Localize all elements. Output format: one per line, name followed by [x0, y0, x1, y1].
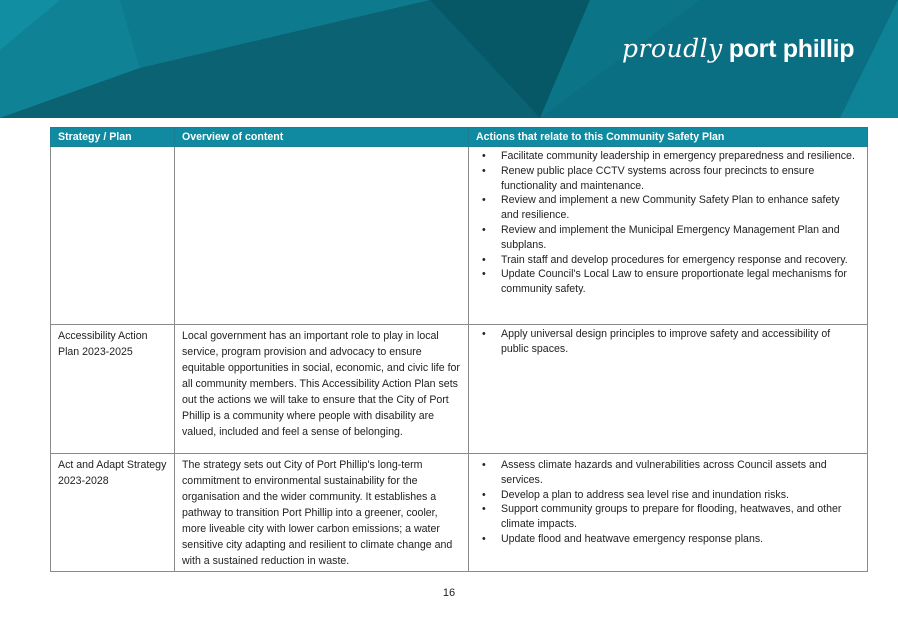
list-item: • Support community groups to prepare for flooding, heatwaves, and other climate impacts.: [476, 502, 860, 532]
column-header-overview: Overview of content: [175, 128, 469, 147]
list-item: • Review and implement the Municipal Emergency Management Plan and subplans.: [476, 223, 860, 253]
table-row: [51, 147, 868, 325]
list-item: • Apply universal design principles to improve safety and accessibility of public spaces.: [476, 327, 860, 357]
list-item: • Train staff and develop procedures for emergency response and recovery.: [476, 253, 860, 268]
list-item: • Facilitate community leadership in emergency preparedness and resilience.: [476, 149, 860, 164]
overview-cell: The strategy sets out City of Port Phillip's long-term commitment to environmental sustainability for the organisation and the wider community. It establishes a pathway to transition Port Phillip into a greener, cooler, more liveable city with lower carbon emissions; a water sensitive city adapting and resilient to climate change and with a sustained reduction in waste.: [175, 454, 469, 572]
table-row: [51, 325, 868, 454]
list-item: • Update Council's Local Law to ensure proportionate legal mechanisms for community safety.: [476, 267, 860, 297]
overview-cell: Local government has an important role to play in local service, program provision and advocacy to ensure equitable opportunities in social, economic, and civic life for all community members. This Accessibility Action Plan sets out the actions we will take to ensure that the City of Port Phillip is a community where people with disability are valued, included and feel a sense of belonging.: [175, 325, 469, 454]
brand-name: port phillip: [728, 35, 855, 63]
plan-cell: Act and Adapt Strategy 2023-2028: [51, 454, 175, 572]
list-item: • Update flood and heatwave emergency response plans.: [476, 532, 860, 547]
list-item: • Renew public place CCTV systems across four precincts to ensure functionality and maintenance.: [476, 164, 860, 194]
actions-cell: [469, 325, 868, 454]
page-number: 16: [442, 587, 456, 599]
header-banner: [0, 0, 898, 118]
list-item: • Assess climate hazards and vulnerabilities across Council assets and services.: [476, 458, 860, 488]
brand-logo: [622, 34, 854, 64]
column-header-actions: Actions that relate to this Community Safety Plan: [469, 128, 868, 147]
list-item: • Develop a plan to address sea level rise and inundation risks.: [476, 488, 860, 503]
plan-cell: [51, 147, 175, 325]
overview-cell: [175, 147, 469, 325]
actions-cell: [469, 147, 868, 325]
table-header-row: [51, 128, 868, 147]
plan-cell: Accessibility Action Plan 2023-2025: [51, 325, 175, 454]
actions-list: [476, 149, 860, 297]
column-header-plan: Strategy / Plan: [51, 128, 175, 147]
strategy-table: [50, 127, 868, 572]
actions-list: [476, 327, 860, 357]
brand-script: proudly: [622, 34, 723, 63]
actions-cell: [469, 454, 868, 572]
actions-list: [476, 458, 860, 547]
list-item: • Review and implement a new Community Safety Plan to enhance safety and resilience.: [476, 193, 860, 223]
table-row: [51, 454, 868, 572]
